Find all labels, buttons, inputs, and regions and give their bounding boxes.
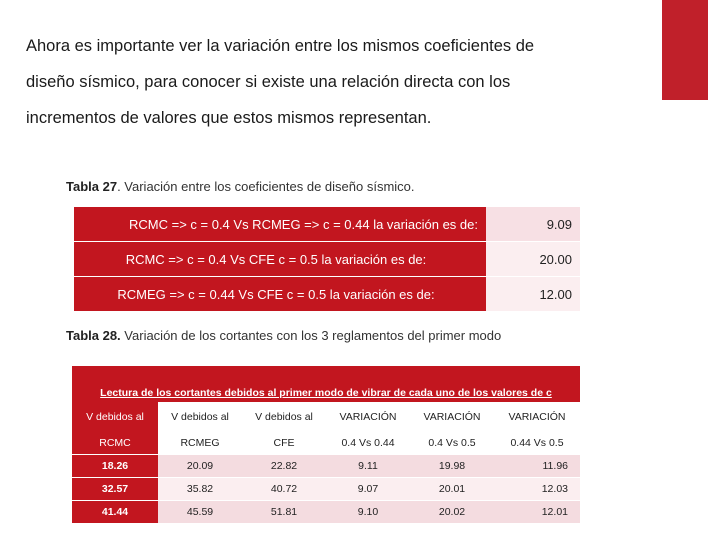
column-subheader: 0.4 Vs 0.44	[326, 432, 410, 455]
table-cell: 35.82	[158, 478, 242, 501]
table-cell: 20.09	[158, 455, 242, 478]
table27-row-value: 20.00	[486, 242, 580, 276]
table-cell: 19.98	[410, 455, 494, 478]
table28-column-subheader-row	[72, 432, 580, 455]
table-cell: 9.10	[326, 501, 410, 524]
table28-caption-text: Variación de los cortantes con los 3 reglamentos del primer modo	[120, 328, 502, 343]
table28-caption	[66, 328, 501, 343]
table-row	[72, 478, 580, 501]
table27-row-label: RCMEG => c = 0.44 Vs CFE c = 0.5 la variación es de:	[74, 277, 486, 311]
table27-row-label: RCMC => c = 0.4 Vs RCMEG => c = 0.44 la variación es de:	[74, 207, 486, 241]
table-28	[72, 366, 580, 523]
table27-row	[74, 241, 580, 276]
intro-line-1: Ahora es importante ver la variación entre los mismos coeficientes de	[26, 37, 535, 55]
table-cell: 12.01	[494, 501, 580, 524]
table-cell: 51.81	[242, 501, 326, 524]
accent-bar	[662, 0, 708, 100]
table27-row	[74, 276, 580, 311]
table-27	[74, 207, 580, 311]
column-subheader: RCMEG	[158, 432, 242, 455]
column-header: V debidos al	[242, 402, 326, 432]
table-cell: 41.44	[72, 501, 158, 524]
table-row	[72, 455, 580, 478]
column-header: V debidos al	[72, 402, 158, 432]
column-subheader: CFE	[242, 432, 326, 455]
intro-paragraph	[26, 28, 586, 136]
column-header: VARIACIÓN	[410, 402, 494, 432]
table27-caption-label: Tabla 27	[66, 179, 118, 194]
column-subheader: 0.4 Vs 0.5	[410, 432, 494, 455]
column-header: VARIACIÓN	[326, 402, 410, 432]
table28-caption-label: Tabla 28.	[66, 328, 121, 343]
table-cell: 9.11	[326, 455, 410, 478]
intro-line-3: incrementos de valores que estos mismos representan.	[26, 109, 432, 127]
table28-header: Lectura de los cortantes debidos al primer modo de vibrar de cada uno de los valores de c	[72, 366, 580, 402]
table27-row-value: 12.00	[486, 277, 580, 311]
table-cell: 45.59	[158, 501, 242, 524]
table27-caption	[66, 179, 415, 194]
table-cell: 20.02	[410, 501, 494, 524]
table28-column-header-row	[72, 402, 580, 432]
table28-grid	[72, 402, 580, 523]
table27-row	[74, 207, 580, 241]
table-row	[72, 501, 580, 524]
table-cell: 12.03	[494, 478, 580, 501]
table27-caption-text: . Variación entre los coeficientes de diseño sísmico.	[117, 179, 415, 194]
intro-line-2: diseño sísmico, para conocer si existe una relación directa con los	[26, 73, 511, 91]
table27-row-value: 9.09	[486, 207, 580, 241]
table27-row-label: RCMC => c = 0.4 Vs CFE c = 0.5 la variación es de:	[74, 242, 486, 276]
column-header: V debidos al	[158, 402, 242, 432]
table-cell: 32.57	[72, 478, 158, 501]
table-cell: 40.72	[242, 478, 326, 501]
table-cell: 9.07	[326, 478, 410, 501]
column-subheader: RCMC	[72, 432, 158, 455]
column-subheader: 0.44 Vs 0.5	[494, 432, 580, 455]
table-cell: 22.82	[242, 455, 326, 478]
column-header: VARIACIÓN	[494, 402, 580, 432]
table-cell: 18.26	[72, 455, 158, 478]
table-cell: 20.01	[410, 478, 494, 501]
table-cell: 11.96	[494, 455, 580, 478]
